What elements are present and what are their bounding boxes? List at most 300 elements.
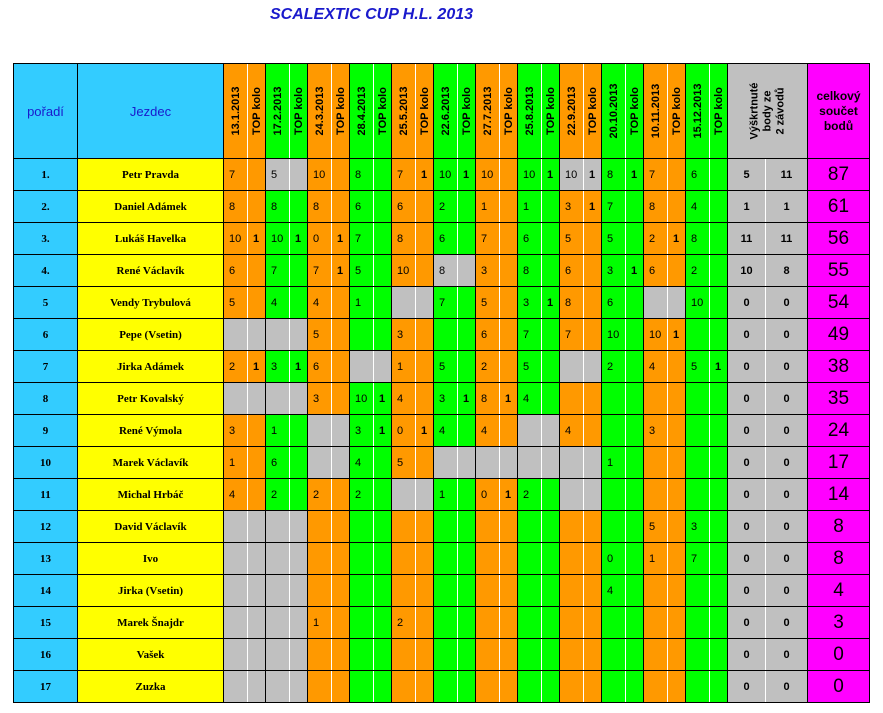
top-round-point: 1 (379, 392, 386, 405)
race-points: 5 (565, 232, 572, 245)
race-date-label: 22.9.2013 (565, 86, 578, 136)
bonus-cell-1: 0 (728, 575, 766, 607)
race-points-cell (686, 319, 710, 351)
race-points: 4 (523, 392, 530, 405)
race-points: 5 (481, 296, 488, 309)
race-points-cell (308, 575, 332, 607)
top-round-cell (668, 671, 686, 703)
top-round-cell (584, 447, 602, 479)
race-points-cell (602, 415, 626, 447)
race-points: 3 (691, 520, 698, 533)
top-round-cell (584, 575, 602, 607)
top-round-cell (332, 191, 350, 223)
race-points-cell (392, 415, 416, 447)
race-points: 4 (481, 424, 488, 437)
bonus-label-line: body ze (761, 90, 773, 132)
bonus-label-line: 2 závodů (774, 87, 786, 135)
race-points-cell (308, 607, 332, 639)
race-points-cell (560, 351, 584, 383)
top-round-cell (248, 447, 266, 479)
race-points-cell (308, 319, 332, 351)
race-points: 10 (313, 168, 326, 181)
top-round-cell (500, 287, 518, 319)
race-points-cell (224, 671, 248, 703)
header-race-date (224, 64, 248, 159)
race-points: 10 (481, 168, 494, 181)
top-round-cell (248, 287, 266, 319)
top-round-cell (500, 575, 518, 607)
race-points-cell (350, 191, 374, 223)
race-points-cell (560, 671, 584, 703)
table-row (14, 415, 870, 447)
top-round-cell (416, 255, 434, 287)
top-round-point: 1 (253, 232, 260, 245)
driver-name-cell: Ivo (78, 543, 224, 575)
top-round-cell (374, 447, 392, 479)
top-round-cell (626, 255, 644, 287)
race-points: 4 (649, 360, 656, 373)
race-points-cell (434, 447, 458, 479)
top-round-cell (458, 191, 476, 223)
race-date-label: 28.4.2013 (355, 86, 368, 136)
top-round-cell (332, 223, 350, 255)
race-points-cell (224, 447, 248, 479)
total-points-cell: 61 (808, 191, 870, 223)
header-top-round (500, 64, 518, 159)
bonus-cell-2: 0 (766, 479, 808, 511)
top-round-cell (668, 639, 686, 671)
top-round-cell (500, 607, 518, 639)
top-round-cell (668, 383, 686, 415)
header-top-round (290, 64, 308, 159)
race-points: 3 (313, 392, 320, 405)
race-points-cell (602, 543, 626, 575)
table-row (14, 575, 870, 607)
bonus-cell-2: 0 (766, 319, 808, 351)
top-round-cell (458, 671, 476, 703)
race-points-cell (602, 607, 626, 639)
table-row (14, 479, 870, 511)
top-round-cell (374, 287, 392, 319)
top-round-cell (668, 543, 686, 575)
bonus-cell-2: 0 (766, 671, 808, 703)
race-points-cell (224, 255, 248, 287)
top-round-cell (416, 319, 434, 351)
header-bonus (728, 64, 808, 159)
header-race-date (602, 64, 626, 159)
top-round-cell (332, 639, 350, 671)
race-points-cell (518, 287, 542, 319)
race-points: 1 (271, 424, 278, 437)
top-round-cell (374, 575, 392, 607)
top-round-cell (500, 479, 518, 511)
bonus-cell-1: 0 (728, 479, 766, 511)
top-round-cell (668, 447, 686, 479)
race-points-cell (644, 319, 668, 351)
top-round-cell (626, 479, 644, 511)
race-points-cell (644, 575, 668, 607)
race-points-cell (350, 543, 374, 575)
race-points-cell (560, 415, 584, 447)
bonus-cell-2: 0 (766, 383, 808, 415)
race-points: 7 (313, 264, 320, 277)
race-points-cell (560, 191, 584, 223)
rank-cell: 4. (14, 255, 78, 287)
race-points: 5 (691, 360, 698, 373)
top-round-label: TOP kolo (712, 87, 725, 135)
top-round-cell (374, 415, 392, 447)
table-row (14, 543, 870, 575)
race-points-cell (602, 575, 626, 607)
race-points: 2 (607, 360, 614, 373)
header-top-round (584, 64, 602, 159)
top-round-cell (458, 287, 476, 319)
top-round-cell (458, 351, 476, 383)
race-points-cell (224, 159, 248, 191)
race-points: 4 (229, 488, 236, 501)
race-points: 10 (439, 168, 452, 181)
race-points-cell (224, 223, 248, 255)
race-points: 7 (355, 232, 362, 245)
top-round-point: 1 (715, 360, 722, 373)
top-round-cell (584, 383, 602, 415)
top-round-point: 1 (631, 264, 638, 277)
race-points-cell (602, 159, 626, 191)
top-round-cell (542, 191, 560, 223)
top-round-cell (668, 319, 686, 351)
race-points: 6 (313, 360, 320, 373)
race-points-cell (434, 159, 458, 191)
race-points-cell (350, 319, 374, 351)
race-points-cell (644, 159, 668, 191)
race-points-cell (308, 671, 332, 703)
top-round-point: 1 (505, 392, 512, 405)
top-round-cell (500, 415, 518, 447)
top-round-cell (248, 319, 266, 351)
race-points: 1 (439, 488, 446, 501)
top-round-cell (500, 543, 518, 575)
race-points-cell (434, 255, 458, 287)
race-points-cell (308, 447, 332, 479)
race-points-cell (224, 479, 248, 511)
bonus-cell-1: 0 (728, 447, 766, 479)
race-points: 4 (607, 584, 614, 597)
header-top-round (458, 64, 476, 159)
top-round-cell (416, 607, 434, 639)
top-round-cell (584, 159, 602, 191)
race-points: 8 (313, 200, 320, 213)
race-points-cell (224, 383, 248, 415)
race-points-cell (560, 223, 584, 255)
top-round-cell (248, 383, 266, 415)
race-points-cell (392, 383, 416, 415)
rank-cell: 12 (14, 511, 78, 543)
race-points: 7 (691, 552, 698, 565)
top-round-cell (542, 223, 560, 255)
race-points-cell (518, 191, 542, 223)
top-round-cell (542, 639, 560, 671)
race-points: 1 (397, 360, 404, 373)
race-points-cell (518, 223, 542, 255)
table-row (14, 447, 870, 479)
top-round-point: 1 (673, 328, 680, 341)
top-round-cell (542, 383, 560, 415)
race-points: 6 (523, 232, 530, 245)
top-round-cell (710, 639, 728, 671)
top-round-cell (626, 639, 644, 671)
race-points-cell (266, 319, 290, 351)
table-row (14, 255, 870, 287)
race-points-cell (434, 383, 458, 415)
race-points-cell (518, 255, 542, 287)
race-points-cell (266, 479, 290, 511)
top-round-cell (332, 479, 350, 511)
race-points-cell (560, 383, 584, 415)
top-round-cell (626, 607, 644, 639)
race-points-cell (392, 575, 416, 607)
race-points-cell (644, 287, 668, 319)
total-label-line: celkový (816, 88, 861, 103)
race-points-cell (476, 671, 500, 703)
top-round-cell (500, 447, 518, 479)
total-points-cell: 0 (808, 639, 870, 671)
race-points-cell (350, 671, 374, 703)
bonus-cell-2: 0 (766, 511, 808, 543)
race-points-cell (434, 415, 458, 447)
race-points-cell (350, 255, 374, 287)
race-points: 7 (523, 328, 530, 341)
top-round-cell (542, 255, 560, 287)
race-points: 8 (565, 296, 572, 309)
race-points: 8 (355, 168, 362, 181)
header-row (14, 64, 870, 159)
top-round-cell (290, 319, 308, 351)
top-round-cell (332, 415, 350, 447)
race-points: 0 (607, 552, 614, 565)
top-round-cell (416, 223, 434, 255)
race-points-cell (266, 575, 290, 607)
race-points-cell (644, 639, 668, 671)
top-round-cell (290, 287, 308, 319)
rank-cell: 8 (14, 383, 78, 415)
top-round-cell (374, 543, 392, 575)
race-points: 0 (481, 488, 488, 501)
race-points-cell (686, 447, 710, 479)
race-points-cell (350, 223, 374, 255)
race-points-cell (644, 543, 668, 575)
race-points-cell (308, 479, 332, 511)
race-points-cell (686, 511, 710, 543)
race-points-cell (476, 287, 500, 319)
rank-cell: 13 (14, 543, 78, 575)
top-round-cell (710, 319, 728, 351)
race-points-cell (686, 415, 710, 447)
top-round-cell (248, 223, 266, 255)
race-date-label: 25.8.2013 (523, 86, 536, 136)
race-points-cell (560, 543, 584, 575)
top-round-cell (374, 319, 392, 351)
race-date-label: 17.2.2013 (271, 86, 284, 136)
race-points-cell (602, 255, 626, 287)
total-points-cell: 4 (808, 575, 870, 607)
race-points: 3 (271, 360, 278, 373)
race-points: 6 (397, 200, 404, 213)
race-points-cell (350, 415, 374, 447)
top-round-cell (500, 191, 518, 223)
race-points: 6 (271, 456, 278, 469)
bonus-cell-1: 11 (728, 223, 766, 255)
race-points: 5 (355, 264, 362, 277)
race-points-cell (224, 191, 248, 223)
race-points: 10 (565, 168, 578, 181)
race-points: 8 (271, 200, 278, 213)
race-points-cell (350, 511, 374, 543)
bonus-cell-2: 0 (766, 543, 808, 575)
total-points-cell: 87 (808, 159, 870, 191)
race-points: 8 (439, 264, 446, 277)
race-points: 7 (649, 168, 656, 181)
top-round-cell (416, 575, 434, 607)
page-title: SCALEXTIC CUP H.L. 2013 (270, 6, 474, 23)
top-round-label: TOP kolo (376, 87, 389, 135)
race-points-cell (644, 415, 668, 447)
top-round-cell (710, 255, 728, 287)
top-round-cell (416, 639, 434, 671)
race-points-cell (476, 191, 500, 223)
top-round-cell (374, 671, 392, 703)
top-round-cell (248, 575, 266, 607)
top-round-cell (458, 575, 476, 607)
top-round-cell (668, 575, 686, 607)
race-points-cell (224, 543, 248, 575)
top-round-cell (374, 351, 392, 383)
race-date-label: 15.12.2013 (691, 83, 704, 139)
race-points-cell (392, 319, 416, 351)
race-points-cell (476, 351, 500, 383)
race-points-cell (686, 639, 710, 671)
race-points: 8 (607, 168, 614, 181)
top-round-cell (710, 351, 728, 383)
race-points-cell (560, 319, 584, 351)
race-points: 3 (355, 424, 362, 437)
top-round-cell (248, 159, 266, 191)
race-points: 6 (649, 264, 656, 277)
race-points-cell (602, 511, 626, 543)
top-round-point: 1 (505, 488, 512, 501)
top-round-label: TOP kolo (292, 87, 305, 135)
header-race-date (350, 64, 374, 159)
top-round-cell (500, 383, 518, 415)
bonus-cell-1: 10 (728, 255, 766, 287)
race-points: 2 (523, 488, 530, 501)
race-points-cell (602, 191, 626, 223)
race-points-cell (602, 383, 626, 415)
race-points: 4 (439, 424, 446, 437)
race-points: 8 (397, 232, 404, 245)
top-round-cell (626, 511, 644, 543)
table-row (14, 351, 870, 383)
race-points: 4 (565, 424, 572, 437)
race-points-cell (476, 479, 500, 511)
race-points-cell (308, 639, 332, 671)
race-points-cell (560, 255, 584, 287)
race-points: 1 (313, 616, 320, 629)
race-points: 10 (691, 296, 704, 309)
top-round-cell (668, 191, 686, 223)
race-points-cell (518, 575, 542, 607)
top-round-cell (542, 415, 560, 447)
race-points-cell (476, 415, 500, 447)
top-round-cell (416, 191, 434, 223)
race-points: 3 (229, 424, 236, 437)
bonus-cell-1: 0 (728, 415, 766, 447)
race-points-cell (686, 191, 710, 223)
top-round-cell (584, 319, 602, 351)
race-points-cell (560, 479, 584, 511)
race-points-cell (350, 575, 374, 607)
driver-name-cell: Michal Hrbáč (78, 479, 224, 511)
race-points-cell (560, 287, 584, 319)
bonus-cell-2: 0 (766, 447, 808, 479)
top-round-cell (626, 191, 644, 223)
top-round-cell (458, 447, 476, 479)
race-points-cell (266, 671, 290, 703)
race-points-cell (644, 447, 668, 479)
race-points-cell (308, 543, 332, 575)
rank-cell: 14 (14, 575, 78, 607)
top-round-cell (248, 639, 266, 671)
race-points-cell (476, 383, 500, 415)
bonus-cell-2: 0 (766, 287, 808, 319)
top-round-cell (416, 479, 434, 511)
race-points: 7 (397, 168, 404, 181)
top-round-cell (668, 223, 686, 255)
top-round-cell (626, 351, 644, 383)
race-points-cell (224, 351, 248, 383)
top-round-cell (416, 383, 434, 415)
race-points-cell (224, 415, 248, 447)
race-points-cell (560, 639, 584, 671)
race-points-cell (308, 223, 332, 255)
race-points-cell (434, 223, 458, 255)
race-points-cell (602, 447, 626, 479)
race-points: 10 (229, 232, 242, 245)
race-points: 3 (607, 264, 614, 277)
top-round-cell (668, 479, 686, 511)
race-points-cell (308, 351, 332, 383)
top-round-cell (668, 607, 686, 639)
bonus-cell-1: 5 (728, 159, 766, 191)
top-round-point: 1 (589, 200, 596, 213)
race-points: 6 (565, 264, 572, 277)
race-points-cell (308, 511, 332, 543)
top-round-cell (542, 543, 560, 575)
top-round-cell (668, 287, 686, 319)
race-points-cell (560, 159, 584, 191)
top-round-cell (584, 607, 602, 639)
table-row (14, 223, 870, 255)
race-points-cell (644, 671, 668, 703)
top-round-cell (500, 319, 518, 351)
top-round-cell (290, 159, 308, 191)
race-points-cell (602, 671, 626, 703)
top-round-point: 1 (337, 264, 344, 277)
top-round-point: 1 (295, 360, 302, 373)
rank-cell: 5 (14, 287, 78, 319)
top-round-cell (416, 351, 434, 383)
top-round-cell (584, 639, 602, 671)
race-points: 7 (565, 328, 572, 341)
